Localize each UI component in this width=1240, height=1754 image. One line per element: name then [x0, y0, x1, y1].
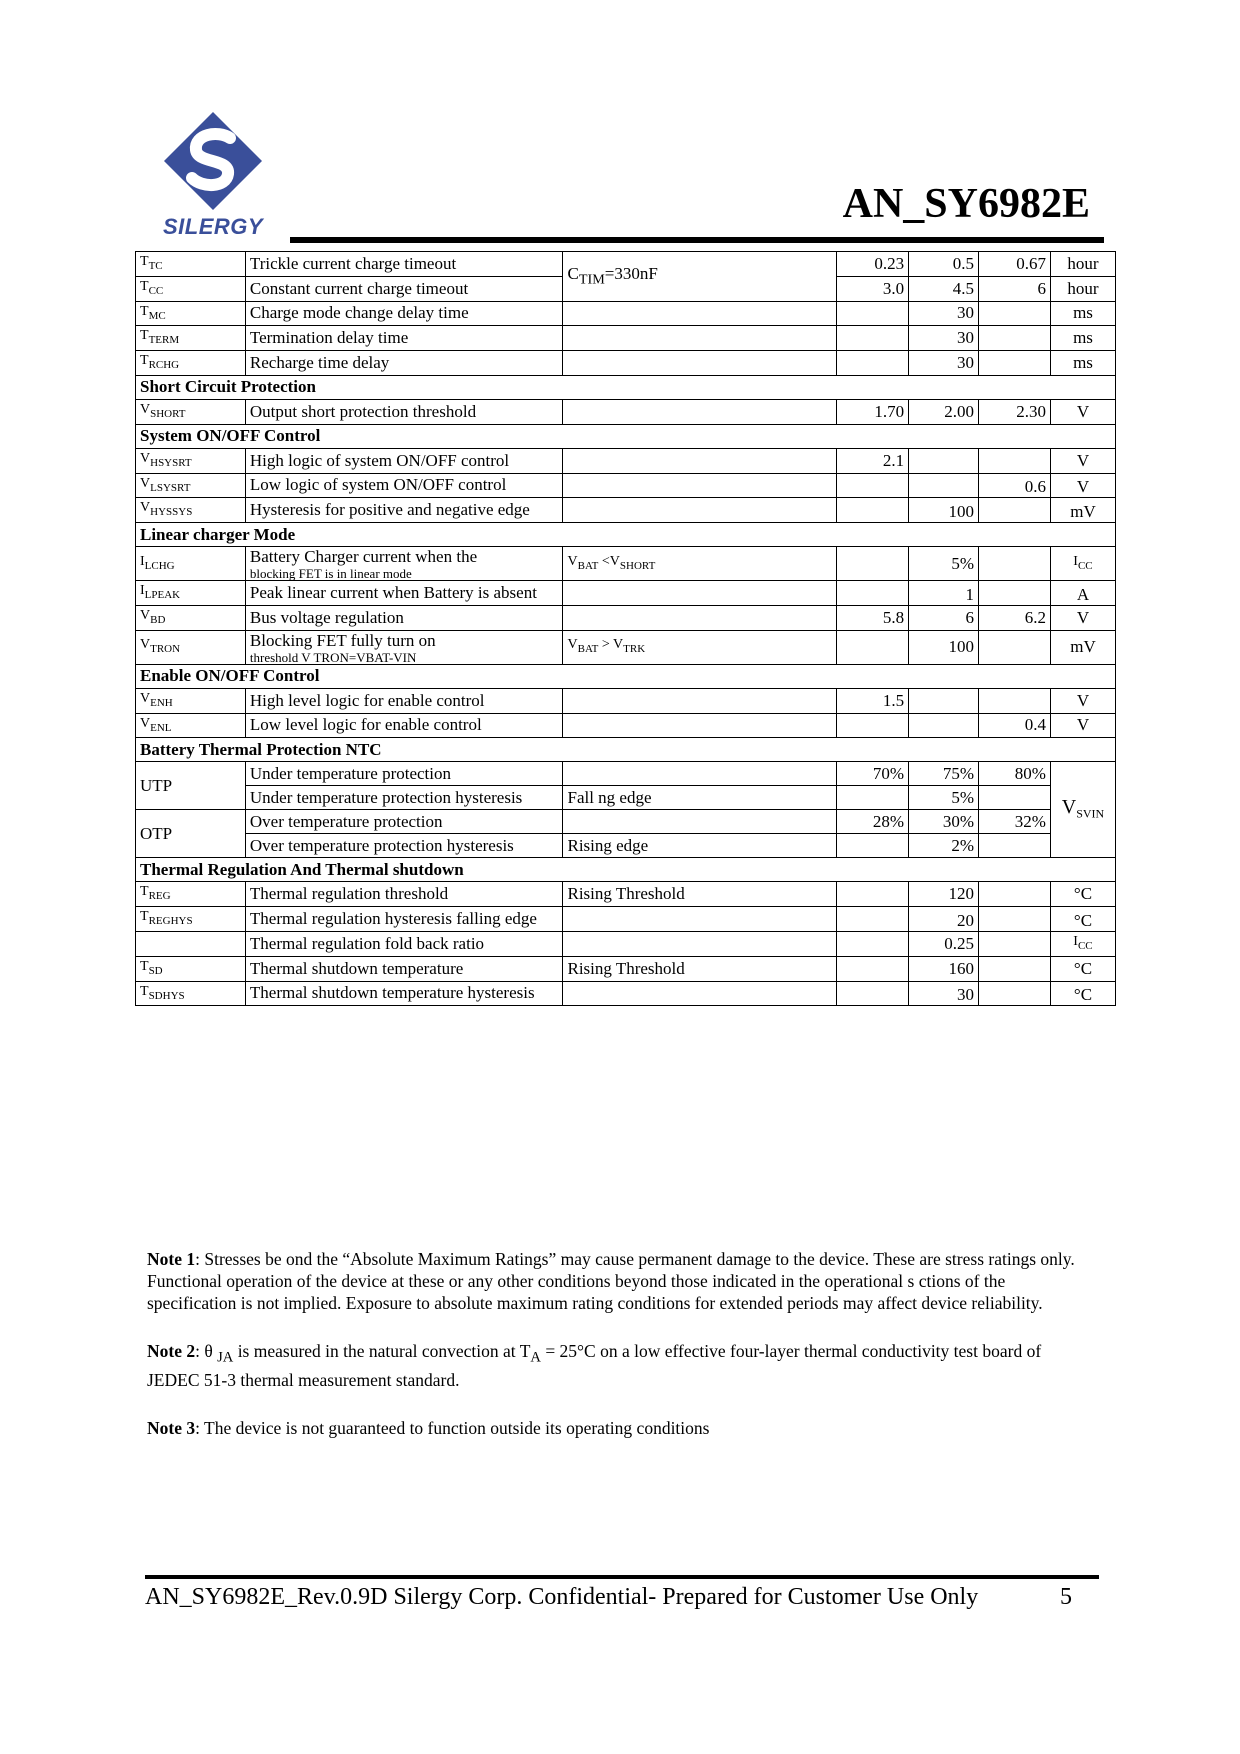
- min-cell: 3.0: [837, 276, 909, 301]
- note-2: Note 2: θ $_{JA}$ is measured in the natural convection at $T_A = 25^\circ C$ on a low effective four-layer thermal conductivity test board of JEDEC 51-3 thermal measurement standard.: [147, 1341, 1042, 1390]
- condition-cell: [563, 473, 837, 498]
- section-header-row: [136, 664, 1116, 688]
- table-row: [136, 399, 1116, 424]
- max-cell: 32%: [979, 810, 1051, 834]
- parameter-cell: Constant current charge timeout: [245, 276, 563, 301]
- parameter-cell: Thermal regulation fold back ratio: [245, 931, 563, 956]
- unit-cell: °C: [1050, 956, 1115, 981]
- parameter-cell: Low logic of system ON/OFF control: [245, 473, 563, 498]
- condition-cell: [563, 810, 837, 834]
- typ-cell: 6: [909, 605, 979, 630]
- parameter-cell: Charge mode change delay time: [245, 301, 563, 326]
- table-row: [136, 931, 1116, 956]
- parameter-cell: Bus voltage regulation: [245, 605, 563, 630]
- min-cell: 70%: [837, 762, 909, 786]
- table-row: [136, 882, 1116, 907]
- unit-cell: hour: [1050, 276, 1115, 301]
- condition-cell: [563, 981, 837, 1006]
- max-cell: [979, 351, 1051, 376]
- parameter-cell: Under temperature protection hysteresis: [245, 786, 563, 810]
- max-cell: 6: [979, 276, 1051, 301]
- section-title: Battery Thermal Protection NTC: [136, 738, 1116, 762]
- typ-cell: 4.5: [909, 276, 979, 301]
- parameter-cell: High level logic for enable control: [245, 688, 563, 713]
- parameter-cell: Over temperature protection hysteresis: [245, 834, 563, 858]
- unit-cell: ms: [1050, 301, 1115, 326]
- section-title: Thermal Regulation And Thermal shutdown: [136, 858, 1116, 882]
- table-row: [136, 810, 1116, 834]
- table-row: [136, 581, 1116, 606]
- max-cell: [979, 581, 1051, 606]
- condition-cell: [563, 907, 837, 932]
- parameter-cell: Under temperature protection: [245, 762, 563, 786]
- typ-cell: 100: [909, 498, 979, 523]
- table-row: [136, 956, 1116, 981]
- min-cell: 5.8: [837, 605, 909, 630]
- unit-cell: °C: [1050, 882, 1115, 907]
- max-cell: [979, 301, 1051, 326]
- symbol-cell: $T_{RCHG}$: [136, 351, 246, 376]
- notes-section: [147, 1248, 1092, 1465]
- max-cell: 80%: [979, 762, 1051, 786]
- typ-cell: 120: [909, 882, 979, 907]
- max-cell: [979, 907, 1051, 932]
- parameter-cell: Peak linear current when Battery is absent: [245, 581, 563, 606]
- max-cell: 0.67: [979, 252, 1051, 277]
- symbol-cell: $V_{LSYSRT}$: [136, 473, 246, 498]
- typ-cell: 100: [909, 630, 979, 664]
- table-row: [136, 498, 1116, 523]
- footer-text: AN_SY6982E_Rev.0.9D Silergy Corp. Confidential- Prepared for Customer Use Only: [145, 1584, 979, 1610]
- table-row: [136, 473, 1116, 498]
- footer-rule: [145, 1575, 1099, 1579]
- condition-cell: [563, 713, 837, 738]
- min-cell: 28%: [837, 810, 909, 834]
- section-header-row: [136, 523, 1116, 547]
- condition-cell: $V_{BAT} > V_{TRK}$: [563, 630, 837, 664]
- symbol-cell: $T_{TC}$: [136, 252, 246, 277]
- max-cell: [979, 326, 1051, 351]
- min-cell: [837, 834, 909, 858]
- note-3: Note 3: The device is not guaranteed to function outside its operating conditions: [147, 1417, 710, 1438]
- min-cell: [837, 981, 909, 1006]
- parameter-cell: Low level logic for enable control: [245, 713, 563, 738]
- table-row: [136, 762, 1116, 786]
- symbol-cell: $T_{REG}$: [136, 882, 246, 907]
- min-cell: [837, 956, 909, 981]
- parameter-cell: Output short protection threshold: [245, 399, 563, 424]
- section-title: Short Circuit Protection: [136, 375, 1116, 399]
- max-cell: 2.30: [979, 399, 1051, 424]
- section-header-row: [136, 858, 1116, 882]
- condition-cell: [563, 931, 837, 956]
- table-row: [136, 547, 1116, 581]
- symbol-cell: $T_{SDHYS}$: [136, 981, 246, 1006]
- table-row: [136, 786, 1116, 810]
- table-row: [136, 448, 1116, 473]
- min-cell: 1.70: [837, 399, 909, 424]
- typ-cell: 20: [909, 907, 979, 932]
- min-cell: [837, 786, 909, 810]
- condition-cell: [563, 351, 837, 376]
- min-cell: 2.1: [837, 448, 909, 473]
- condition-cell: Rising Threshold: [563, 956, 837, 981]
- typ-cell: 30%: [909, 810, 979, 834]
- section-header-row: [136, 424, 1116, 448]
- typ-cell: 0.5: [909, 252, 979, 277]
- max-cell: [979, 956, 1051, 981]
- typ-cell: 75%: [909, 762, 979, 786]
- table-row: [136, 688, 1116, 713]
- typ-cell: [909, 473, 979, 498]
- unit-cell: V: [1050, 605, 1115, 630]
- max-cell: 0.6: [979, 473, 1051, 498]
- condition-cell: [563, 399, 837, 424]
- symbol-cell: UTP: [136, 762, 246, 810]
- table-row: [136, 630, 1116, 664]
- unit-cell: $I_{CC}$: [1050, 931, 1115, 956]
- section-title: Linear charger Mode: [136, 523, 1116, 547]
- max-cell: [979, 498, 1051, 523]
- parameter-cell: Thermal regulation hysteresis falling edge: [245, 907, 563, 932]
- symbol-cell: $T_{REGHYS}$: [136, 907, 246, 932]
- min-cell: 1.5: [837, 688, 909, 713]
- min-cell: [837, 630, 909, 664]
- unit-cell: ms: [1050, 326, 1115, 351]
- parameter-cell: High logic of system ON/OFF control: [245, 448, 563, 473]
- max-cell: 0.4: [979, 713, 1051, 738]
- typ-cell: 2.00: [909, 399, 979, 424]
- unit-cell: V: [1050, 399, 1115, 424]
- symbol-cell: $V_{ENL}$: [136, 713, 246, 738]
- parameter-cell: Recharge time delay: [245, 351, 563, 376]
- symbol-cell: $V_{BD}$: [136, 605, 246, 630]
- parameter-cell: Battery Charger current when the blocking FET is in linear mode: [245, 547, 563, 581]
- symbol-cell: $T_{CC}$: [136, 276, 246, 301]
- max-cell: [979, 786, 1051, 810]
- parameter-cell: Trickle current charge timeout: [245, 252, 563, 277]
- table-row: [136, 907, 1116, 932]
- table-row: [136, 326, 1116, 351]
- electrical-characteristics-table: [135, 251, 1116, 1006]
- typ-cell: [909, 713, 979, 738]
- condition-cell: [563, 326, 837, 351]
- unit-cell: V: [1050, 448, 1115, 473]
- unit-cell: mV: [1050, 630, 1115, 664]
- parameter-cell: Blocking FET fully turn on threshold V TRON=VBAT-VIN: [245, 630, 563, 664]
- min-cell: [837, 351, 909, 376]
- table-row: [136, 351, 1116, 376]
- parameter-cell: Thermal shutdown temperature hysteresis: [245, 981, 563, 1006]
- unit-cell: $I_{CC}$: [1050, 547, 1115, 581]
- table-row: [136, 834, 1116, 858]
- symbol-cell: $T_{MC}$: [136, 301, 246, 326]
- document-title: AN_SY6982E: [842, 181, 1090, 227]
- unit-cell: $V_{SVIN}$: [1050, 762, 1115, 858]
- unit-cell: mV: [1050, 498, 1115, 523]
- symbol-cell: $T_{SD}$: [136, 956, 246, 981]
- typ-cell: 5%: [909, 547, 979, 581]
- section-title: Enable ON/OFF Control: [136, 664, 1116, 688]
- unit-cell: hour: [1050, 252, 1115, 277]
- typ-cell: 30: [909, 301, 979, 326]
- typ-cell: 1: [909, 581, 979, 606]
- min-cell: [837, 473, 909, 498]
- logo-wordmark: SILERGY: [163, 214, 264, 239]
- symbol-cell: OTP: [136, 810, 246, 858]
- condition-cell: [563, 605, 837, 630]
- unit-cell: ms: [1050, 351, 1115, 376]
- min-cell: [837, 882, 909, 907]
- symbol-cell: $V_{HSYSRT}$: [136, 448, 246, 473]
- max-cell: [979, 981, 1051, 1006]
- condition-cell: [563, 448, 837, 473]
- parameter-cell: Over temperature protection: [245, 810, 563, 834]
- section-title: System ON/OFF Control: [136, 424, 1116, 448]
- max-cell: [979, 448, 1051, 473]
- section-header-row: [136, 738, 1116, 762]
- condition-cell: Rising Threshold: [563, 882, 837, 907]
- section-header-row: [136, 375, 1116, 399]
- symbol-cell: $I_{LCHG}$: [136, 547, 246, 581]
- table-row: [136, 713, 1116, 738]
- unit-cell: V: [1050, 473, 1115, 498]
- unit-cell: V: [1050, 713, 1115, 738]
- symbol-cell: $V_{HYSSYS}$: [136, 498, 246, 523]
- condition-cell: [563, 762, 837, 786]
- page-number: 5: [1060, 1584, 1072, 1610]
- min-cell: [837, 498, 909, 523]
- max-cell: 6.2: [979, 605, 1051, 630]
- unit-cell: °C: [1050, 981, 1115, 1006]
- typ-cell: 2%: [909, 834, 979, 858]
- min-cell: 0.23: [837, 252, 909, 277]
- unit-cell: V: [1050, 688, 1115, 713]
- parameter-cell: Thermal regulation threshold: [245, 882, 563, 907]
- condition-cell: Fall ng edge: [563, 786, 837, 810]
- symbol-cell: $V_{SHORT}$: [136, 399, 246, 424]
- symbol-cell: $T_{TERM}$: [136, 326, 246, 351]
- table-row: [136, 981, 1116, 1006]
- symbol-cell: [136, 931, 246, 956]
- table-row: [136, 605, 1116, 630]
- parameter-cell: Termination delay time: [245, 326, 563, 351]
- table-row: [136, 252, 1116, 277]
- max-cell: [979, 630, 1051, 664]
- min-cell: [837, 301, 909, 326]
- header-rule-thick: [290, 239, 1104, 243]
- condition-cell: [563, 688, 837, 713]
- parameter-cell: Thermal shutdown temperature: [245, 956, 563, 981]
- typ-cell: 5%: [909, 786, 979, 810]
- min-cell: [837, 326, 909, 351]
- min-cell: [837, 547, 909, 581]
- min-cell: [837, 907, 909, 932]
- typ-cell: [909, 448, 979, 473]
- parameter-cell: Hysteresis for positive and negative edge: [245, 498, 563, 523]
- symbol-cell: $V_{TRON}$: [136, 630, 246, 664]
- typ-cell: 0.25: [909, 931, 979, 956]
- note-1: Note 1: Stresses be ond the “Absolute Maximum Ratings” may cause permanent damage to the device. These are stress ratings only. Functional operation of the device at these or any other conditions beyond those indicated in the operational s ctions of the specification is not implied. Exposure to absolute maximum rating conditions for extended periods may affect device reliability.: [147, 1249, 1075, 1313]
- condition-cell: [563, 498, 837, 523]
- max-cell: [979, 834, 1051, 858]
- condition-cell: [563, 581, 837, 606]
- unit-cell: A: [1050, 581, 1115, 606]
- condition-cell: $V_{BAT} <V_{SHORT}$: [563, 547, 837, 581]
- min-cell: [837, 931, 909, 956]
- max-cell: [979, 882, 1051, 907]
- typ-cell: 30: [909, 981, 979, 1006]
- condition-cell: [563, 301, 837, 326]
- min-cell: [837, 581, 909, 606]
- typ-cell: 160: [909, 956, 979, 981]
- symbol-cell: $V_{ENH}$: [136, 688, 246, 713]
- condition-cell: $C_{TIM}=330nF$: [563, 252, 837, 302]
- min-cell: [837, 713, 909, 738]
- max-cell: [979, 547, 1051, 581]
- table-row: [136, 301, 1116, 326]
- condition-cell: Rising edge: [563, 834, 837, 858]
- symbol-cell: $I_{LPEAK}$: [136, 581, 246, 606]
- max-cell: [979, 688, 1051, 713]
- typ-cell: 30: [909, 351, 979, 376]
- typ-cell: 30: [909, 326, 979, 351]
- typ-cell: [909, 688, 979, 713]
- max-cell: [979, 931, 1051, 956]
- unit-cell: °C: [1050, 907, 1115, 932]
